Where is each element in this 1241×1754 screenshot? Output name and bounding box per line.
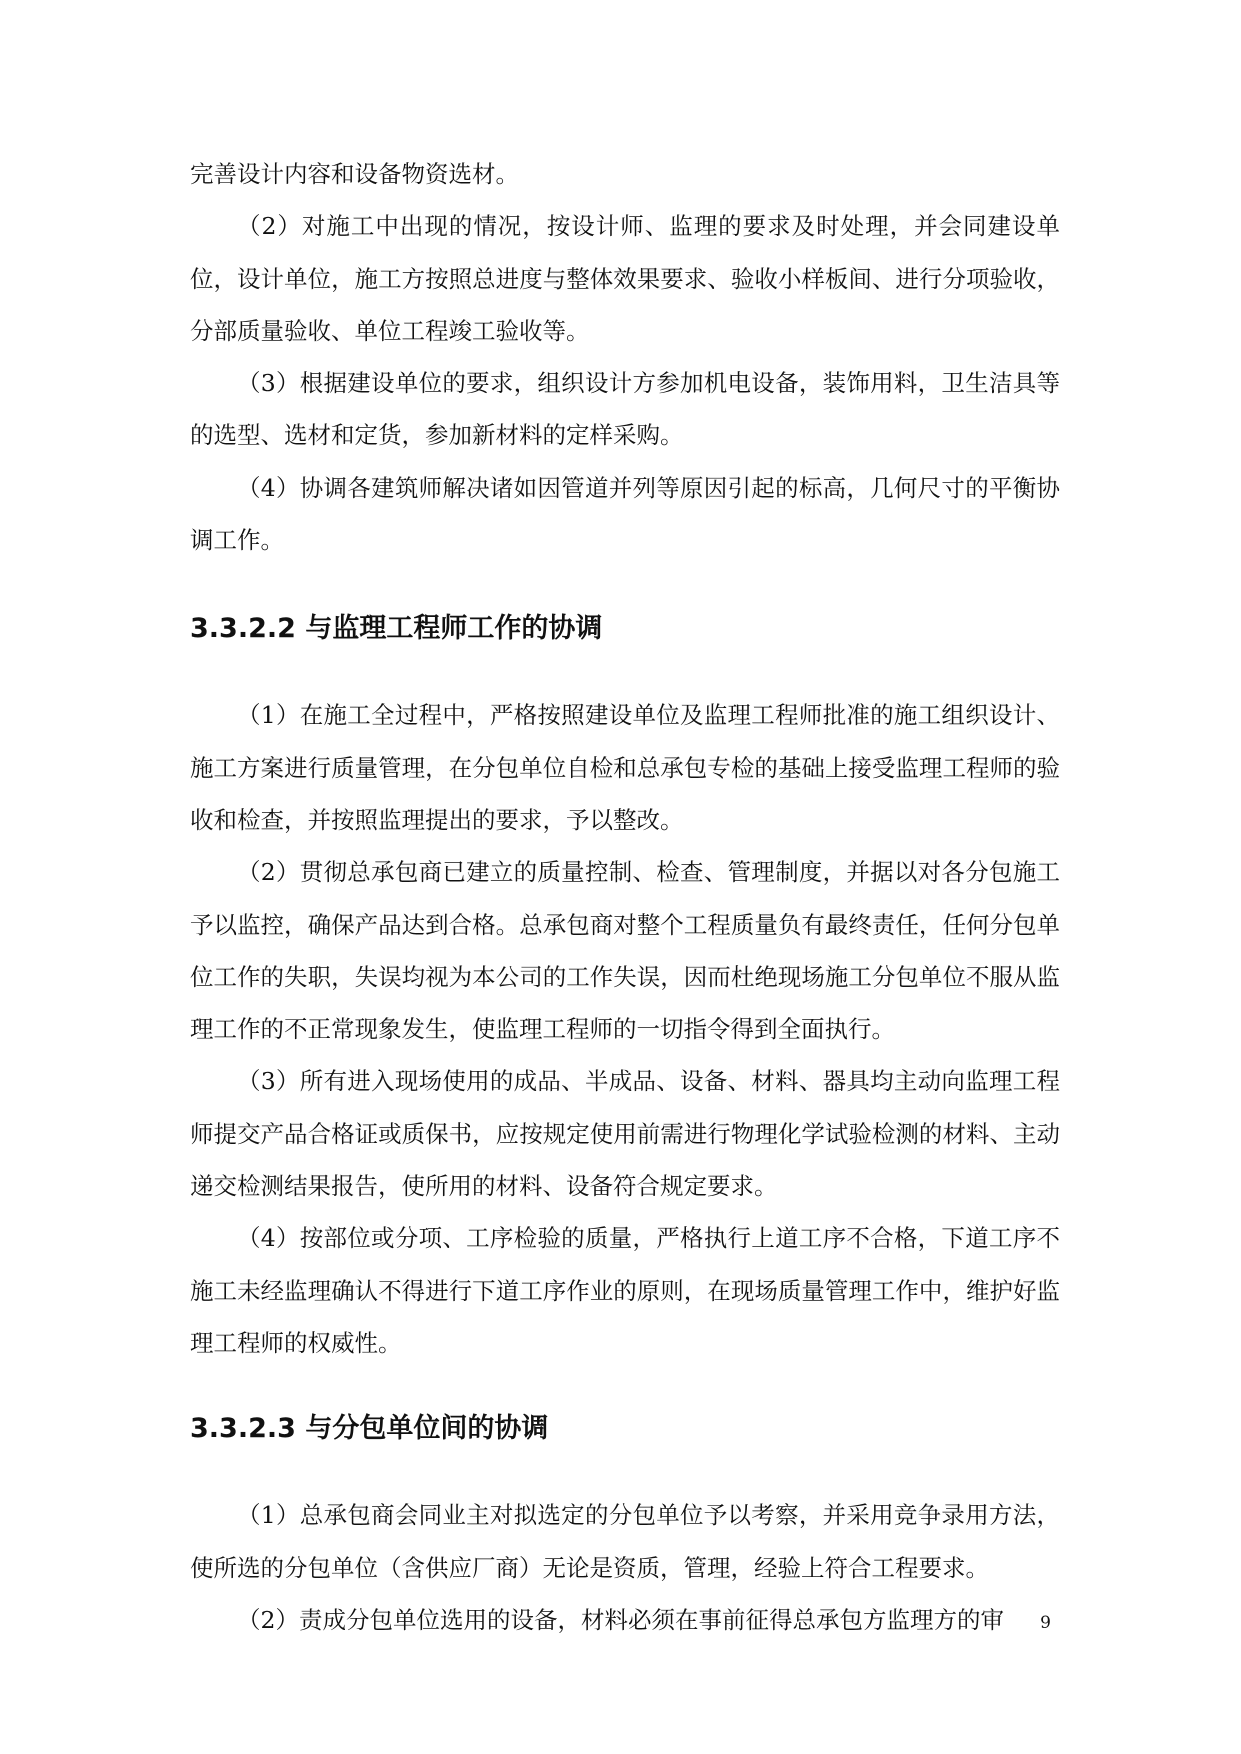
continuation-paragraph: 完善设计内容和设备物资选材。 (190, 160, 519, 188)
list-item-a4: （4）协调各建筑师解决诸如因管道并列等原因引起的标高，几何尺寸的平衡协调工作。 (190, 473, 1060, 555)
list-item-b1: （1）在施工全过程中，严格按照建设单位及监理工程师批准的施工组织设计、施工方案进行质量管理，在分包单位自检和总承包专检的基础上接受监理工程师的验收和检查，并按照监理提出的要求，予以整改。 (190, 701, 1060, 834)
list-item-b4: （4）按部位或分项、工序检验的质量，严格执行上道工序不合格，下道工序不施工未经监理确认不得进行下道工序作业的原则，在现场质量管理工作中，维护好监理工程师的权威性。 (190, 1224, 1060, 1357)
list-item-b3: （3）所有进入现场使用的成品、半成品、设备、材料、器具均主动向监理工程师提交产品合格证或质保书，应按规定使用前需进行物理化学试验检测的材料、主动递交检测结果报告，使所用的材料、设备符合规定要求。 (190, 1067, 1060, 1201)
list-item-a3: （3）根据建设单位的要求，组织设计方参加机电设备，装饰用料，卫生洁具等的选型、选材和定货，参加新材料的定样采购。 (190, 369, 1060, 450)
section-heading-3-3-2-2: 3.3.2.2 与监理工程师工作的协调 (190, 613, 603, 645)
list-item-c1: （1）总承包商会同业主对拟选定的分包单位予以考察，并采用竞争录用方法，使所选的分包单位（含供应厂商）无论是资质，管理，经验上符合工程要求。 (190, 1501, 1060, 1582)
list-item-c2: （2）责成分包单位选用的设备，材料必须在事前征得总承包方监理方的审 (237, 1605, 1004, 1634)
list-item-a2: （2）对施工中出现的情况，按设计师、监理的要求及时处理，并会同建设单位，设计单位，施工方按照总进度与整体效果要求、验收小样板间、进行分项验收，分部质量验收、单位工程竣工验收等。 (190, 212, 1060, 345)
list-item-b2: （2）贯彻总承包商已建立的质量控制、检查、管理制度，并据以对各分包施工予以监控，确保产品达到合格。总承包商对整个工程质量负有最终责任，任何分包单位工作的失职，失误均视为本公司的工作失误，因而杜绝现场施工分包单位不服从监理工作的不正常现象发生，使监理工程师的一切指令得到全面执行。 (190, 858, 1060, 1044)
section-heading-3-3-2-3: 3.3.2.3 与分包单位间的协调 (190, 1413, 549, 1445)
page-content (190, 148, 1060, 1646)
page-number: 9 (1040, 1613, 1051, 1633)
